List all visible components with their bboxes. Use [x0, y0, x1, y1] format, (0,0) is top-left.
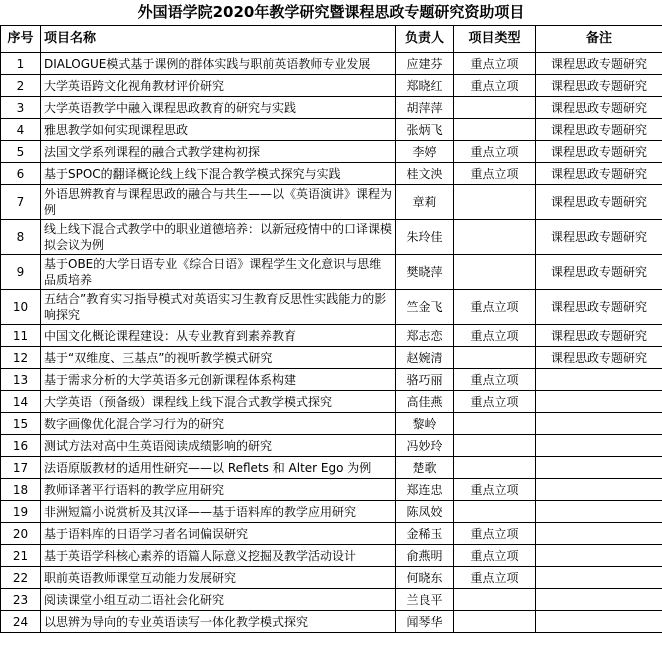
- cell-project-name: 基于需求分析的大学英语多元创新课程体系构建: [41, 369, 396, 391]
- cell-leader: 俞燕明: [396, 545, 454, 567]
- cell-row-number: 15: [1, 413, 41, 435]
- cell-row-number: 19: [1, 501, 41, 523]
- table-row: [1, 567, 662, 589]
- cell-project-type: [454, 255, 536, 290]
- cell-row-number: 18: [1, 479, 41, 501]
- cell-row-number: 9: [1, 255, 41, 290]
- cell-project-name: DIALOGUE模式基于课例的群体实践与职前英语教师专业发展: [41, 53, 396, 75]
- cell-project-name: 外语思辨教育与课程思政的融合与共生——以《英语演讲》课程为例: [41, 185, 396, 220]
- cell-leader: 李婷: [396, 141, 454, 163]
- table-row: [1, 347, 662, 369]
- cell-row-number: 23: [1, 589, 41, 611]
- cell-note: 课程思政专题研究: [536, 53, 662, 75]
- cell-project-name: 非洲短篇小说赏析及其汉译——基于语料库的教学应用研究: [41, 501, 396, 523]
- table-row: [1, 611, 662, 633]
- cell-row-number: 21: [1, 545, 41, 567]
- cell-project-type: 重点立项: [454, 545, 536, 567]
- cell-row-number: 11: [1, 325, 41, 347]
- cell-row-number: 22: [1, 567, 41, 589]
- cell-leader: 黎岭: [396, 413, 454, 435]
- cell-project-name: 测试方法对高中生英语阅读成绩影响的研究: [41, 435, 396, 457]
- cell-leader: 张炳飞: [396, 119, 454, 141]
- table-row: [1, 501, 662, 523]
- cell-project-type: [454, 185, 536, 220]
- cell-note: [536, 545, 662, 567]
- cell-leader: 金稀玉: [396, 523, 454, 545]
- cell-leader: 陈凤姣: [396, 501, 454, 523]
- cell-leader: 章莉: [396, 185, 454, 220]
- cell-leader: 应建芬: [396, 53, 454, 75]
- cell-leader: 高佳燕: [396, 391, 454, 413]
- cell-note: 课程思政专题研究: [536, 185, 662, 220]
- cell-leader: 郑连忠: [396, 479, 454, 501]
- table-row: [1, 457, 662, 479]
- cell-note: [536, 589, 662, 611]
- cell-project-type: [454, 457, 536, 479]
- cell-row-number: 13: [1, 369, 41, 391]
- projects-table: [0, 25, 662, 633]
- cell-project-type: 重点立项: [454, 523, 536, 545]
- table-row: [1, 435, 662, 457]
- cell-note: [536, 369, 662, 391]
- cell-note: 课程思政专题研究: [536, 347, 662, 369]
- cell-row-number: 1: [1, 53, 41, 75]
- cell-project-name: 以思辨为导向的专业英语读写一体化教学模式探究: [41, 611, 396, 633]
- cell-project-type: 重点立项: [454, 75, 536, 97]
- cell-project-type: 重点立项: [454, 567, 536, 589]
- cell-project-type: [454, 97, 536, 119]
- cell-project-type: 重点立项: [454, 141, 536, 163]
- cell-project-name: 基于SPOC的翻译概论线上线下混合教学模式探究与实践: [41, 163, 396, 185]
- cell-project-name: 大学英语跨文化视角教材评价研究: [41, 75, 396, 97]
- cell-project-name: 基于英语学科核心素养的语篇人际意义挖掘及教学活动设计: [41, 545, 396, 567]
- cell-project-name: 基于“双维度、三基点”的视听教学模式研究: [41, 347, 396, 369]
- cell-leader: 骆巧丽: [396, 369, 454, 391]
- cell-leader: 桂文泱: [396, 163, 454, 185]
- cell-row-number: 20: [1, 523, 41, 545]
- cell-project-name: 职前英语教师课堂互动能力发展研究: [41, 567, 396, 589]
- cell-note: 课程思政专题研究: [536, 255, 662, 290]
- cell-note: [536, 523, 662, 545]
- cell-note: [536, 413, 662, 435]
- cell-project-type: 重点立项: [454, 290, 536, 325]
- column-header-number: 序号: [1, 26, 41, 53]
- cell-project-type: 重点立项: [454, 53, 536, 75]
- table-header: [1, 26, 662, 53]
- cell-note: [536, 457, 662, 479]
- table-row: [1, 413, 662, 435]
- cell-row-number: 5: [1, 141, 41, 163]
- cell-project-type: [454, 611, 536, 633]
- table-row: [1, 220, 662, 255]
- cell-note: 课程思政专题研究: [536, 141, 662, 163]
- cell-project-type: 重点立项: [454, 325, 536, 347]
- table-row: [1, 163, 662, 185]
- column-header-note: 备注: [536, 26, 662, 53]
- cell-project-name: 阅读课堂小组互动二语社会化研究: [41, 589, 396, 611]
- column-header-leader: 负责人: [396, 26, 454, 53]
- cell-leader: 樊晓萍: [396, 255, 454, 290]
- column-header-project-name: 项目名称: [41, 26, 396, 53]
- cell-project-type: 重点立项: [454, 391, 536, 413]
- cell-project-name: 教师译著平行语料的教学应用研究: [41, 479, 396, 501]
- cell-row-number: 2: [1, 75, 41, 97]
- cell-project-name: 法国文学系列课程的融合式教学建构初探: [41, 141, 396, 163]
- cell-project-name: 大学英语（预备级）课程线上线下混合式教学模式探究: [41, 391, 396, 413]
- table-row: [1, 391, 662, 413]
- table-row: [1, 290, 662, 325]
- cell-project-type: 重点立项: [454, 369, 536, 391]
- cell-project-type: [454, 501, 536, 523]
- table-row: [1, 97, 662, 119]
- cell-row-number: 16: [1, 435, 41, 457]
- cell-row-number: 14: [1, 391, 41, 413]
- cell-note: 课程思政专题研究: [536, 97, 662, 119]
- cell-note: [536, 435, 662, 457]
- table-row: [1, 255, 662, 290]
- cell-row-number: 4: [1, 119, 41, 141]
- table-row: [1, 589, 662, 611]
- cell-project-type: [454, 220, 536, 255]
- cell-project-name: 数字画像优化混合学习行为的研究: [41, 413, 396, 435]
- cell-leader: 郑晓红: [396, 75, 454, 97]
- cell-row-number: 7: [1, 185, 41, 220]
- table-row: [1, 545, 662, 567]
- cell-note: 课程思政专题研究: [536, 75, 662, 97]
- header-row: [1, 26, 662, 53]
- cell-leader: 楚歌: [396, 457, 454, 479]
- table-row: [1, 369, 662, 391]
- cell-leader: 竺金飞: [396, 290, 454, 325]
- cell-note: 课程思政专题研究: [536, 290, 662, 325]
- cell-note: [536, 479, 662, 501]
- cell-project-name: 雅思教学如何实现课程思政: [41, 119, 396, 141]
- cell-project-name: 中国文化概论课程建设：从专业教育到素养教育: [41, 325, 396, 347]
- cell-leader: 闻琴华: [396, 611, 454, 633]
- cell-leader: 胡萍萍: [396, 97, 454, 119]
- column-header-project-type: 项目类型: [454, 26, 536, 53]
- cell-note: 课程思政专题研究: [536, 163, 662, 185]
- cell-project-type: [454, 589, 536, 611]
- cell-note: 课程思政专题研究: [536, 119, 662, 141]
- cell-note: [536, 611, 662, 633]
- cell-leader: 何晓东: [396, 567, 454, 589]
- cell-project-type: [454, 119, 536, 141]
- cell-leader: 兰良平: [396, 589, 454, 611]
- cell-project-type: [454, 347, 536, 369]
- cell-project-name: 线上线下混合式教学中的职业道德培养：以新冠疫情中的口译课模拟会议为例: [41, 220, 396, 255]
- cell-project-type: 重点立项: [454, 479, 536, 501]
- cell-leader: 冯妙玲: [396, 435, 454, 457]
- cell-project-name: 法语原版教材的适用性研究——以 Reflets 和 Alter Ego 为例: [41, 457, 396, 479]
- cell-project-name: 大学英语教学中融入课程思政教育的研究与实践: [41, 97, 396, 119]
- cell-row-number: 3: [1, 97, 41, 119]
- cell-note: [536, 391, 662, 413]
- cell-project-name: 基于OBE的大学日语专业《综合日语》课程学生文化意识与思维品质培养: [41, 255, 396, 290]
- cell-row-number: 17: [1, 457, 41, 479]
- table-row: [1, 479, 662, 501]
- table-row: [1, 53, 662, 75]
- cell-row-number: 8: [1, 220, 41, 255]
- cell-row-number: 10: [1, 290, 41, 325]
- table-row: [1, 141, 662, 163]
- cell-project-name: 基于语料库的日语学习者名词偏误研究: [41, 523, 396, 545]
- table-row: [1, 185, 662, 220]
- cell-note: 课程思政专题研究: [536, 220, 662, 255]
- cell-leader: 郑志恋: [396, 325, 454, 347]
- cell-note: 课程思政专题研究: [536, 325, 662, 347]
- cell-row-number: 24: [1, 611, 41, 633]
- table-row: [1, 325, 662, 347]
- cell-leader: 朱玲佳: [396, 220, 454, 255]
- table-body: [1, 53, 662, 633]
- cell-note: [536, 567, 662, 589]
- table-row: [1, 75, 662, 97]
- cell-note: [536, 501, 662, 523]
- table-row: [1, 523, 662, 545]
- cell-project-type: [454, 435, 536, 457]
- cell-project-type: 重点立项: [454, 163, 536, 185]
- cell-row-number: 6: [1, 163, 41, 185]
- page-title: 外国语学院2020年教学研究暨课程思政专题研究资助项目: [137, 3, 525, 21]
- cell-project-name: 五结合”教育实习指导模式对英语实习生教育反思性实践能力的影响探究: [41, 290, 396, 325]
- table-row: [1, 119, 662, 141]
- cell-row-number: 12: [1, 347, 41, 369]
- cell-leader: 赵婉清: [396, 347, 454, 369]
- cell-project-type: [454, 413, 536, 435]
